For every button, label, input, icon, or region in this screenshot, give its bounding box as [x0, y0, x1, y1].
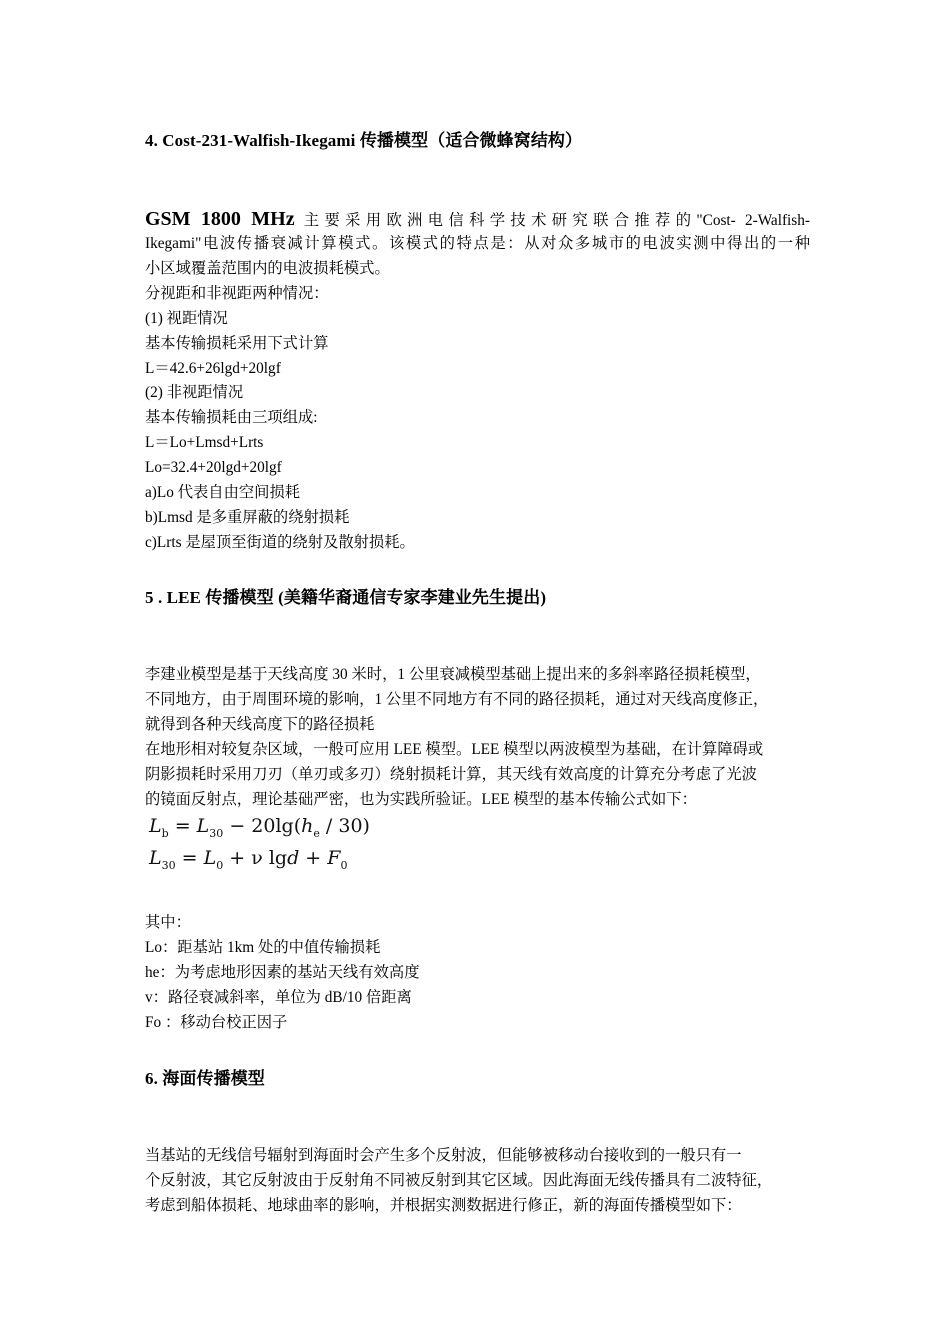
section-4-heading: 4. Cost-231-Walfish-Ikegami 传播模型（适合微蜂窝结构）	[145, 131, 583, 150]
lee-formula-2: $L_{30} = L_0 + \nu$ $\lg d + F_0$	[149, 847, 348, 872]
gsm-frequency-label: GSM 1800 MHz	[145, 208, 295, 230]
where-line: Fo ：移动台校正因子	[145, 1014, 288, 1031]
where-line: he：为考虑地形因素的基站天线有效高度	[145, 964, 420, 981]
section-4-line: 基本传输损耗由三项组成:	[145, 409, 318, 426]
section-4-line: 分视距和非视距两种情况：	[145, 285, 329, 302]
where-line: 其中：	[145, 914, 191, 931]
section-4-line: L＝42.6+26lgd+20lgf	[145, 360, 281, 377]
section-4-line: c)Lrts 是屋顶至街道的绕射及散射损耗。	[145, 534, 415, 551]
section-6-paragraph-line: 考虑到船体损耗、地球曲率的影响，并根据实测数据进行修正，新的海面传播模型如下：	[145, 1197, 742, 1214]
section-4-line: b)Lmsd 是多重屏蔽的绕射损耗	[145, 509, 350, 526]
section-6-paragraph-line: 当基站的无线信号辐射到海面时会产生多个反射波，但能够被移动台接收到的一般只有一	[145, 1147, 742, 1164]
section-4-intro-line-2: Ikegami"电波传播衰减计算模式。该模式的特点是：从对众多城市的电波实测中得出的一种	[145, 235, 810, 252]
section-4-line: a)Lo 代表自由空间损耗	[145, 484, 301, 501]
section-4-line: (2) 非视距情况	[145, 384, 244, 401]
section-4-line: 基本传输损耗采用下式计算	[145, 335, 329, 352]
section-4-line: L＝Lo+Lmsd+Lrts	[145, 434, 264, 451]
section-5-paragraph-line: 阴影损耗时采用刀刃（单刃或多刃）绕射损耗计算，其天线有效高度的计算充分考虑了光波	[145, 766, 757, 783]
section-4-line: (1) 视距情况	[145, 310, 228, 327]
section-6-paragraph-line: 个反射波，其它反射波由于反射角不同被反射到其它区域。因此海面无线传播具有二波特征，	[145, 1172, 773, 1189]
section-5-paragraph-line: 就得到各种天线高度下的路径损耗	[145, 716, 375, 733]
where-line: v：路径衰减斜率，单位为 dB/10 倍距离	[145, 989, 412, 1006]
where-line: Lo：距基站 1km 处的中值传输损耗	[145, 939, 381, 956]
section-6-heading: 6. 海面传播模型	[145, 1069, 265, 1088]
section-5-paragraph-line: 不同地方，由于周围环境的影响，1 公里不同地方有不同的路径损耗，通过对天线高度修正，	[145, 691, 769, 708]
section-5-paragraph-line: 在地形相对较复杂区域，一般可应用 LEE 模型。LEE 模型以两波模型为基础，在计算障碍或	[145, 741, 764, 758]
section-5-paragraph-line: 李建业模型是基于天线高度 30 米时，1 公里衰减模型基础上提出来的多斜率路径损耗模型，	[145, 666, 761, 683]
section-4-intro-line-3: 小区域覆盖范围内的电波损耗模式。	[145, 260, 390, 277]
section-4-intro-line-1: GSM 1800 MHz 主要采用欧洲电信科学技术研究联合推荐的"Cost- 2-Walfish-	[145, 208, 811, 230]
lee-formula-1: $L_b = L_{30} - 20\lg(h_e / 30)$	[149, 815, 370, 840]
section-4-line: Lo=32.4+20lgd+20lgf	[145, 459, 282, 476]
section-5-heading: 5 . LEE 传播模型 (美籍华裔通信专家李建业先生提出)	[145, 588, 547, 607]
section-5-paragraph-line: 的镜面反射点，理论基础严密，也为实践所验证。LEE 模型的基本传输公式如下：	[145, 791, 697, 808]
